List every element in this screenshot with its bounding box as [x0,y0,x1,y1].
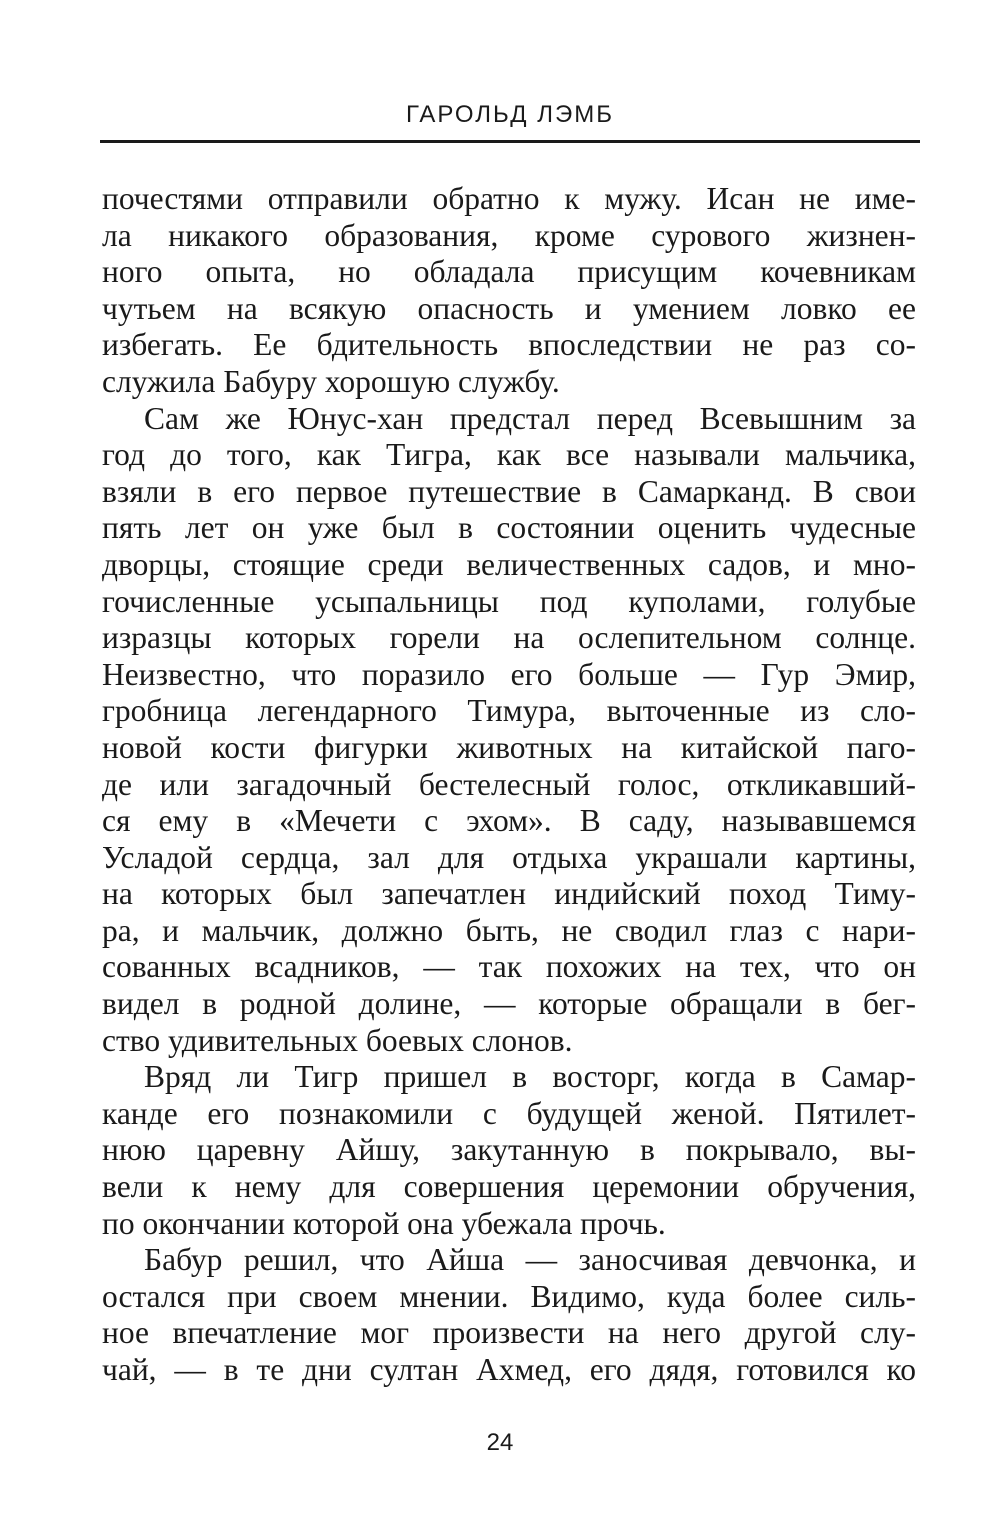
text-line: Сам же Юнус-хан предстал перед Всевышним за [144,400,916,436]
text-line: служила Бабуру хорошую службу. [102,363,560,399]
text-line: вели к нему для совершения церемонии обручения, [102,1169,916,1205]
body-text [102,181,916,1389]
text-line: ное впечатление мог произвести на него другой слу- [102,1315,916,1351]
header-rule [100,140,920,143]
text-line: почестями отправили обратно к мужу. Исан не име- [102,181,916,216]
text-line: избегать. Ее бдительность впоследствии не раз со- [102,327,916,363]
text-line: изразцы которых горели на ослепительном солнце. [102,620,916,656]
text-line: ра, и мальчик, должно быть, не сводил глаз с нари- [102,912,916,948]
text-line: чутьем на всякую опасность и умением ловко ее [102,290,916,326]
text-line: по окончании которой она убежала прочь. [102,1205,666,1241]
text-line: Усладой сердца, зал для отдыха украшали картины, [102,839,916,875]
paragraph [102,1059,916,1242]
text-line: взяли в его первое путешествие в Самарканд. В свои [102,473,916,509]
text-line: Неизвестно, что поразило его больше — Гур Эмир, [102,656,916,692]
paragraph [102,1242,916,1388]
paragraph [102,181,916,401]
text-line: год до того, как Тигра, как все называли мальчика, [102,437,916,473]
text-line: ся ему в «Мечети с эхом». В саду, называвшемся [102,803,916,839]
text-line: дворцы, стоящие среди величественных садов, и мно- [102,546,916,582]
text-line: чай, — в те дни султан Ахмед, его дядя, готовился ко [102,1352,916,1387]
running-head: ГАРОЛЬД ЛЭМБ [406,101,614,128]
text-line: Бабур решил, что Айша — заносчивая девчонка, и [144,1242,916,1278]
text-line: видел в родной долине, — которые обращали в бег- [102,986,916,1022]
paragraph [102,401,916,1060]
text-line: гробница легендарного Тимура, выточенные из сло- [102,693,916,729]
text-line: нюю царевну Айшу, закутанную в покрывало, вы- [102,1132,916,1168]
page-number: 24 [486,1429,514,1456]
text-line: сованных всадников, — так похожих на тех, что он [102,949,916,985]
text-line: ство удивительных боевых слонов. [102,1022,573,1058]
text-line: на которых был запечатлен индийский поход Тиму- [102,876,916,912]
text-line: де или загадочный бестелесный голос, откликавший- [102,766,916,802]
text-line: гочисленные усыпальницы под куполами, голубые [102,583,916,619]
text-line: ла никакого образования, кроме сурового жизнен- [102,217,916,253]
text-line: ного опыта, но обладала присущим кочевникам [102,254,916,290]
text-line: остался при своем мнении. Видимо, куда более силь- [102,1278,916,1314]
text-line: новой кости фигурки животных на китайской паго- [102,729,916,765]
text-line: пять лет он уже был в состоянии оценить чудесные [102,510,916,546]
text-line: Вряд ли Тигр пришел в восторг, когда в Самар- [144,1059,916,1095]
text-line: канде его познакомили с будущей женой. Пятилет- [102,1095,916,1131]
